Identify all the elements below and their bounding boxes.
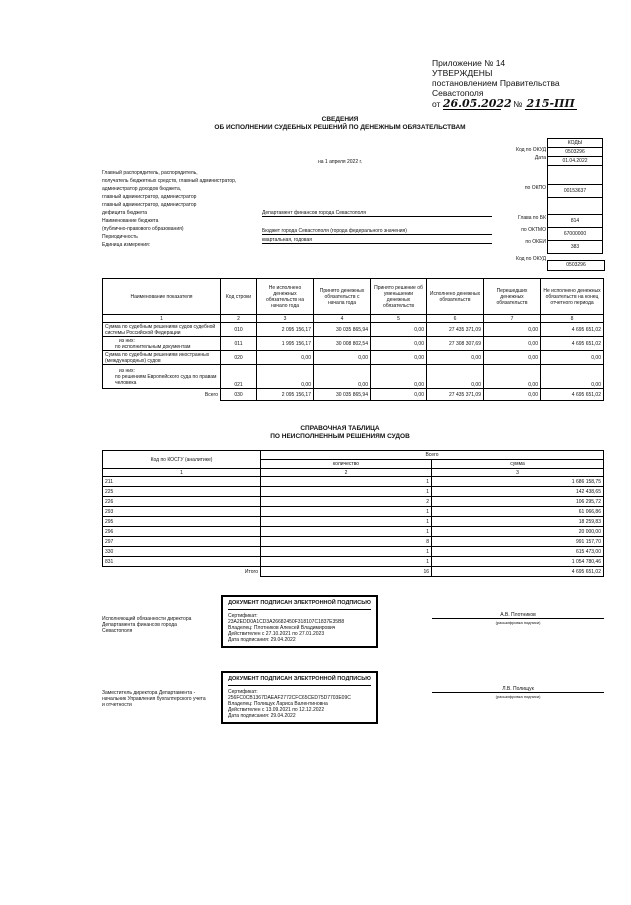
codes-empty bbox=[548, 198, 603, 215]
col-number: 3 bbox=[257, 315, 314, 323]
period-value: квартальная, годовая bbox=[262, 237, 492, 244]
col-header: Наименование показателя bbox=[103, 279, 221, 315]
cell: 0,00 bbox=[371, 337, 427, 351]
cell: 1 995 156,17 bbox=[257, 337, 314, 351]
cell: 0,00 bbox=[484, 351, 541, 365]
cell: 30 035 865,94 bbox=[314, 389, 371, 401]
col-number: 2 bbox=[221, 315, 257, 323]
okpo-label: по ОКПО bbox=[524, 185, 546, 191]
okei-label: по ОКЕИ bbox=[525, 239, 546, 245]
stamp-signed: Дата подписания: 29.04.2022 bbox=[228, 637, 296, 643]
kosgu-code: 225 bbox=[103, 487, 261, 497]
report-date: на 1 апреля 2022 г. bbox=[318, 159, 363, 165]
col-number: 1 bbox=[103, 469, 261, 477]
table-row bbox=[103, 547, 604, 557]
stamp-cert: 23A2EDD0A1CD3A26682450F318107C1837E35B8 bbox=[228, 619, 345, 625]
cell: 0,00 bbox=[484, 337, 541, 351]
role-line: и отчетности bbox=[102, 702, 132, 708]
sum-header: сумма bbox=[432, 460, 604, 469]
cell: 0,00 bbox=[541, 365, 604, 389]
sum-cell: 20 000,00 bbox=[432, 527, 604, 537]
row-code: 011 bbox=[221, 337, 257, 351]
bk-label: Глава по БК bbox=[518, 215, 546, 221]
row-name bbox=[103, 365, 221, 389]
table-row bbox=[103, 527, 604, 537]
row-name: Сумма по судебным решениям иностранных (международных) судов bbox=[103, 351, 221, 365]
col-header: Принято денежных обязательств с начала года bbox=[314, 279, 371, 315]
table-row bbox=[103, 507, 604, 517]
table-row bbox=[103, 323, 604, 337]
row-code: 020 bbox=[221, 351, 257, 365]
stamp-signed: Дата подписания: 29.04.2022 bbox=[228, 713, 296, 719]
cell: 27 435 371,09 bbox=[427, 323, 484, 337]
sum-cell: 106 295,72 bbox=[432, 497, 604, 507]
cell: 2 095 156,17 bbox=[257, 389, 314, 401]
stamp-heading: ДОКУМЕНТ ПОДПИСАН ЭЛЕКТРОННОЙ ПОДПИСЬЮ bbox=[228, 676, 371, 686]
cell: 0,00 bbox=[484, 365, 541, 389]
total-sum: 4 695 651,02 bbox=[432, 567, 604, 577]
cell: 0,00 bbox=[484, 323, 541, 337]
table-row bbox=[103, 537, 604, 547]
appendix-line3: постановлением Правительства bbox=[432, 78, 560, 88]
info-line: главный администратор, администратор bbox=[102, 194, 197, 200]
table-row bbox=[103, 477, 604, 487]
cell: 0,00 bbox=[427, 365, 484, 389]
row-code: 030 bbox=[221, 389, 257, 401]
col-number: 6 bbox=[427, 315, 484, 323]
title-line1: СВЕДЕНИЯ bbox=[321, 116, 359, 123]
okud2-label: Код по ОКУД bbox=[516, 256, 546, 262]
table-row bbox=[103, 517, 604, 527]
table-row bbox=[103, 487, 604, 497]
left-info bbox=[102, 170, 262, 248]
col-number: 3 bbox=[432, 469, 604, 477]
cell: 30 008 802,54 bbox=[314, 337, 371, 351]
main-table bbox=[102, 278, 604, 401]
qty-header: количество bbox=[261, 460, 432, 469]
okpo-code: 00153637 bbox=[548, 185, 603, 198]
sum-cell: 1 686 158,75 bbox=[432, 477, 604, 487]
oktmo-code: 67000000 bbox=[548, 228, 603, 241]
info-line: получатель бюджетных средств, главный администратор, bbox=[102, 178, 237, 184]
sum-cell: 18 259,83 bbox=[432, 517, 604, 527]
info-line: главный администратор, администратор bbox=[102, 202, 197, 208]
col-header: Исполнено денежных обязательств bbox=[427, 279, 484, 315]
sum-cell: 615 473,00 bbox=[432, 547, 604, 557]
total-qty: 16 bbox=[261, 567, 432, 577]
cell: 0,00 bbox=[314, 365, 371, 389]
info-line: Периодичность bbox=[102, 234, 138, 240]
stamp-heading: ДОКУМЕНТ ПОДПИСАН ЭЛЕКТРОННОЙ ПОДПИСЬЮ bbox=[228, 600, 371, 610]
cell: 4 695 651,02 bbox=[541, 389, 604, 401]
number-label: № bbox=[513, 99, 523, 109]
stamp-owner: Владелец: Полищук Лариса Валентиновна bbox=[228, 701, 328, 707]
cell: 0,00 bbox=[257, 351, 314, 365]
qty-cell: 1 bbox=[261, 507, 432, 517]
col-header: Перешедших денежных обязательств bbox=[484, 279, 541, 315]
col-number: 1 bbox=[103, 315, 221, 323]
row-code: 021 bbox=[221, 365, 257, 389]
stamp-valid: Действителен с 13.09.2021 по 12.12.2022 bbox=[228, 707, 325, 713]
sum-cell: 991 157,70 bbox=[432, 537, 604, 547]
kosgu-code: 297 bbox=[103, 537, 261, 547]
col-header: Код строки bbox=[221, 279, 257, 315]
table-row-total bbox=[103, 389, 604, 401]
cell: 0,00 bbox=[541, 351, 604, 365]
appendix-line2: УТВЕРЖДЕНЫ bbox=[432, 68, 493, 78]
qty-cell: 1 bbox=[261, 557, 432, 567]
qty-cell: 1 bbox=[261, 487, 432, 497]
cell: 0,00 bbox=[371, 351, 427, 365]
appendix-line4: Севастополя bbox=[432, 88, 484, 98]
col-number: 5 bbox=[371, 315, 427, 323]
bk-code: 814 bbox=[548, 215, 603, 228]
cell: 0,00 bbox=[484, 389, 541, 401]
budget-name: Бюджет города Севастополя (города федерального значения) bbox=[262, 228, 492, 235]
stamp-cert-label: Сертификат: bbox=[228, 689, 258, 695]
info-line: дефицита бюджета bbox=[102, 210, 148, 216]
appendix-date-line bbox=[432, 99, 622, 110]
cell: 0,00 bbox=[371, 389, 427, 401]
signer1-name: А.В. Плотников bbox=[432, 612, 604, 619]
e-signature-stamp-2 bbox=[221, 671, 378, 724]
qty-cell: 2 bbox=[261, 497, 432, 507]
row-code: 010 bbox=[221, 323, 257, 337]
row-name-a: из них: bbox=[119, 367, 135, 374]
col-number: 8 bbox=[541, 315, 604, 323]
from-label: от bbox=[432, 99, 441, 109]
info-line: Главный распорядитель, распорядитель, bbox=[102, 170, 198, 176]
stamp-cert: 256FC0CB1367DAEAF2772CFC65CED75D7703E09C bbox=[228, 695, 351, 701]
info-line: Наименование бюджета bbox=[102, 218, 159, 224]
okud2-code: 0503296 bbox=[547, 260, 605, 271]
row-name: Сумма по судебным решениям судов судебной системы Российской Федерации bbox=[103, 323, 221, 337]
table-row bbox=[103, 337, 604, 351]
cell: 0,00 bbox=[371, 365, 427, 389]
total-header: Всего bbox=[261, 451, 604, 460]
qty-cell: 1 bbox=[261, 547, 432, 557]
signer2-caption: (расшифровка подписи) bbox=[495, 694, 541, 699]
sum-cell: 1 054 780,46 bbox=[432, 557, 604, 567]
cell: 0,00 bbox=[257, 365, 314, 389]
total-label: Итого bbox=[103, 567, 261, 577]
org-name: Департамент финансов города Севастополя bbox=[262, 210, 492, 217]
ref-title-line2: ПО НЕИСПОЛНЕННЫМ РЕШЕНИЯМ СУДОВ bbox=[270, 433, 410, 440]
okud-code: 0503296 bbox=[548, 148, 603, 157]
role-line: Севастополя bbox=[102, 628, 133, 634]
cell: 4 695 651,02 bbox=[541, 323, 604, 337]
date-label: Дата bbox=[534, 155, 546, 161]
cell: 27 435 371,09 bbox=[427, 389, 484, 401]
info-line: Единица измерения: bbox=[102, 242, 151, 248]
stamp-owner: Владелец: Плотников Алексей Владимирович bbox=[228, 625, 336, 631]
kosgu-code: 296 bbox=[103, 527, 261, 537]
qty-cell: 8 bbox=[261, 537, 432, 547]
cell: 0,00 bbox=[371, 323, 427, 337]
approval-number: 215-ПП bbox=[526, 97, 575, 110]
col-header: Принято решение об уменьшении денежных обязательств bbox=[371, 279, 427, 315]
sum-cell: 142 438,65 bbox=[432, 487, 604, 497]
codes-table bbox=[547, 138, 603, 254]
kosgu-header: Код по КОСГУ (аналитике) bbox=[103, 451, 261, 469]
row-name-b: по исполнительным документам bbox=[115, 343, 191, 350]
stamp-valid: Действителен с 27.10.2021 по 27.01.2023 bbox=[228, 631, 325, 637]
okud-label: Код по ОКУД bbox=[516, 147, 546, 153]
report-date-code: 01.04.2022 bbox=[548, 157, 603, 166]
cell: 0,00 bbox=[314, 351, 371, 365]
approval-date: 26.05.2022 bbox=[442, 97, 512, 110]
appendix-line1: Приложение № 14 bbox=[432, 58, 506, 68]
role-line: Заместитель директора Департамента - bbox=[102, 690, 196, 696]
table-row-total bbox=[103, 567, 604, 577]
signer2-role bbox=[102, 690, 224, 708]
reference-title bbox=[150, 425, 530, 441]
cell: 0,00 bbox=[427, 351, 484, 365]
signer1-role bbox=[102, 616, 220, 634]
col-number: 7 bbox=[484, 315, 541, 323]
table-row bbox=[103, 497, 604, 507]
title-line2: ОБ ИСПОЛНЕНИИ СУДЕБНЫХ РЕШЕНИЙ ПО ДЕНЕЖНЫМ ОБЯЗАТЕЛЬСТВАМ bbox=[214, 124, 466, 131]
kosgu-code: 831 bbox=[103, 557, 261, 567]
cell: 30 035 865,94 bbox=[314, 323, 371, 337]
reference-table bbox=[102, 450, 604, 577]
col-number: 2 bbox=[261, 469, 432, 477]
row-name-a: из них: bbox=[119, 337, 135, 344]
kosgu-code: 330 bbox=[103, 547, 261, 557]
sum-cell: 61 066,86 bbox=[432, 507, 604, 517]
codes-header: КОДЫ bbox=[548, 139, 603, 148]
table-row bbox=[103, 557, 604, 567]
col-number: 4 bbox=[314, 315, 371, 323]
cell: 27 308 307,69 bbox=[427, 337, 484, 351]
signer1-caption: (расшифровка подписи) bbox=[495, 620, 541, 625]
stamp-cert-label: Сертификат: bbox=[228, 613, 258, 619]
codes-empty bbox=[548, 166, 603, 185]
oktmo-label: по ОКТМО bbox=[521, 227, 546, 233]
qty-cell: 1 bbox=[261, 477, 432, 487]
role-line: Исполняющий обязанности директора bbox=[102, 616, 192, 622]
table-row bbox=[103, 351, 604, 365]
cell: 4 695 651,02 bbox=[541, 337, 604, 351]
row-name bbox=[103, 337, 221, 351]
codes-labels bbox=[480, 138, 546, 264]
kosgu-code: 211 bbox=[103, 477, 261, 487]
e-signature-stamp-1 bbox=[221, 595, 378, 648]
kosgu-code: 295 bbox=[103, 517, 261, 527]
kosgu-code: 226 bbox=[103, 497, 261, 507]
document-title bbox=[150, 116, 530, 132]
info-line: администратор доходов бюджета, bbox=[102, 186, 182, 192]
role-line: начальник Управления бухгалтерского учета bbox=[102, 696, 206, 702]
row-name-b: по решениям Европейского суда по правам человека bbox=[115, 373, 217, 386]
qty-cell: 1 bbox=[261, 517, 432, 527]
info-line: (публично-правового образования) bbox=[102, 226, 184, 232]
appendix-block bbox=[432, 58, 622, 110]
col-header: Не исполнено денежных обязательств на начало года bbox=[257, 279, 314, 315]
col-header: Не исполнено денежных обязательств на конец отчетного периода bbox=[541, 279, 604, 315]
kosgu-code: 293 bbox=[103, 507, 261, 517]
cell: 2 095 156,17 bbox=[257, 323, 314, 337]
role-line: Департамента финансов города bbox=[102, 622, 177, 628]
ref-title-line1: СПРАВОЧНАЯ ТАБЛИЦА bbox=[300, 425, 380, 432]
signer2-name: Л.В. Полищук bbox=[432, 686, 604, 693]
okei-code: 383 bbox=[548, 241, 603, 254]
row-name: Всего bbox=[103, 389, 221, 401]
qty-cell: 1 bbox=[261, 527, 432, 537]
table-row bbox=[103, 365, 604, 389]
